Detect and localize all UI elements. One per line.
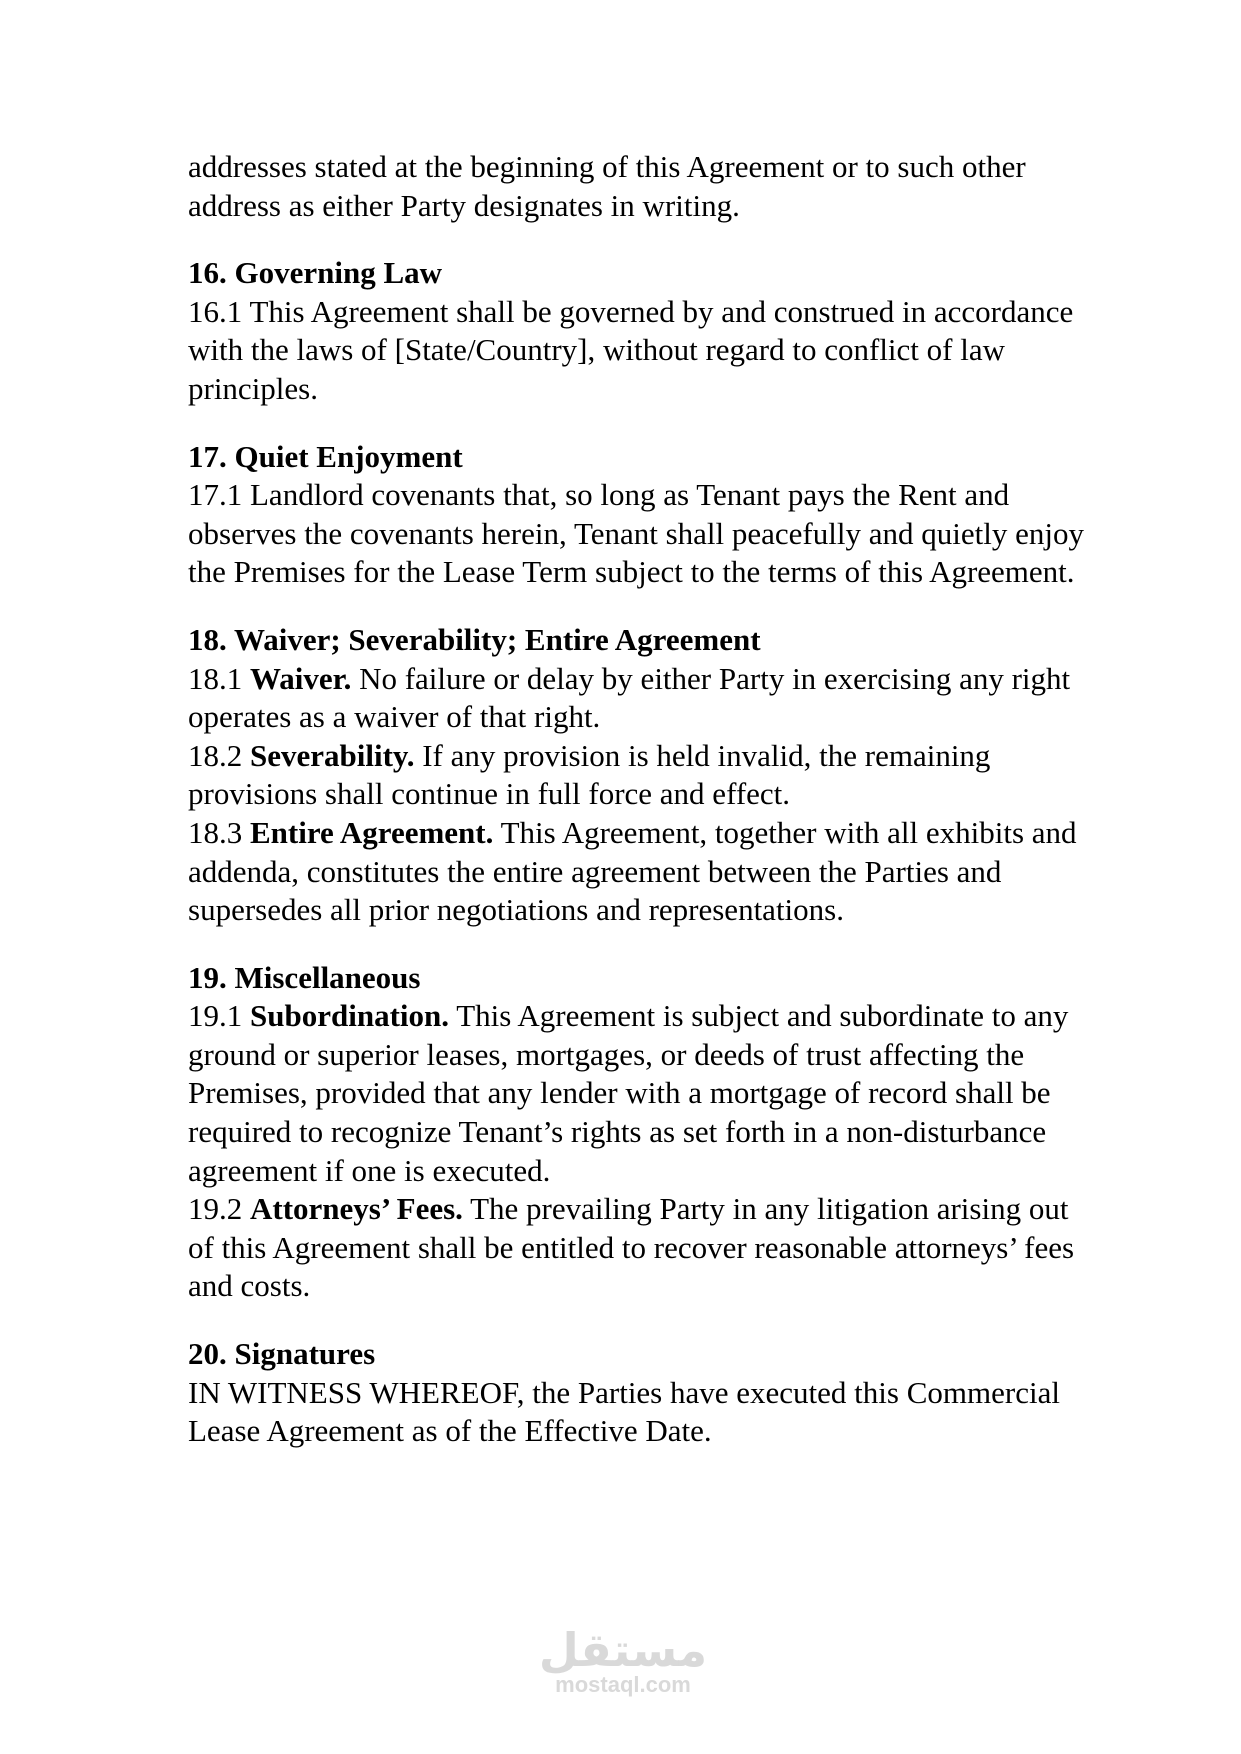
section-waiver-severability xyxy=(188,621,1088,930)
clause-number: 18.2 xyxy=(188,737,243,773)
clause-text: The prevailing Party in any litigation arising out of this Agreement shall be entitled to recover reasonable attorneys’ fees and costs. xyxy=(188,1191,1075,1304)
watermark-domain: mostaql.com xyxy=(555,1672,691,1697)
clause-lead: Severability. xyxy=(250,737,415,773)
clause-18-1 xyxy=(188,660,1088,737)
clause-19-2 xyxy=(188,1190,1088,1306)
mostaql-watermark xyxy=(538,1624,708,1698)
section-heading: 17. Quiet Enjoyment xyxy=(188,438,463,474)
clause-number: 17.1 xyxy=(188,477,243,513)
clause-lead: Entire Agreement. xyxy=(250,814,494,850)
watermark-logo: مستقل xyxy=(538,1623,708,1677)
clause-number: 16.1 xyxy=(188,293,243,329)
intro-paragraph: addresses stated at the beginning of this Agreement or to such other address as either Party designates in writing. xyxy=(188,149,1026,223)
section-heading: 18. Waiver; Severability; Entire Agreement xyxy=(188,621,761,657)
section-heading: 19. Miscellaneous xyxy=(188,959,421,995)
clause-19-1 xyxy=(188,997,1088,1190)
clause-text: If any provision is held invalid, the remaining provisions shall continue in full force and effect. xyxy=(188,737,991,812)
clause-lead: Attorneys’ Fees. xyxy=(250,1191,463,1227)
clause-18-3 xyxy=(188,814,1088,930)
clause-number: 18.1 xyxy=(188,660,243,696)
clause-number: 19.1 xyxy=(188,998,243,1034)
clause-lead: Subordination. xyxy=(250,998,450,1034)
section-heading: 20. Signatures xyxy=(188,1336,376,1372)
clause-text: Landlord covenants that, so long as Tenant pays the Rent and observes the covenants herein, Tenant shall peacefully and quietly enjoy the Premises for the Lease Term subject to the terms of this Agreement. xyxy=(188,477,1084,590)
clause-number: 18.3 xyxy=(188,814,243,850)
clause-text: This Agreement, together with all exhibits and addenda, constitutes the entire agreement between the Parties and supersedes all prior negotiations and representations. xyxy=(188,814,1077,928)
section-miscellaneous xyxy=(188,959,1088,1306)
clause-17-1 xyxy=(188,476,1088,592)
section-governing-law xyxy=(188,254,1088,408)
clause-lead: Waiver. xyxy=(250,660,352,696)
document-body xyxy=(188,148,1088,1451)
clause-number: 19.2 xyxy=(188,1191,243,1227)
section-heading: 16. Governing Law xyxy=(188,255,443,291)
clause-text: This Agreement is subject and subordinate to any ground or superior leases, mortgages, or deeds of trust affecting the Premises, provided that any lender with a mortgage of record shall be required to recognize Tenant’s rights as set forth in a non-disturbance agreement if one is executed. xyxy=(188,998,1069,1188)
clause-text: This Agreement shall be governed by and construed in accordance with the laws of [State/Country], without regard to conflict of law principles. xyxy=(188,293,1074,406)
clause-16-1 xyxy=(188,293,1088,409)
clause-18-2 xyxy=(188,737,1088,814)
section-quiet-enjoyment xyxy=(188,438,1088,592)
section-signatures xyxy=(188,1335,1088,1451)
clause-text: No failure or delay by either Party in exercising any right operates as a waiver of that right. xyxy=(188,660,1071,735)
signature-statement: IN WITNESS WHEREOF, the Parties have executed this Commercial Lease Agreement as of the Effective Date. xyxy=(188,1374,1060,1449)
